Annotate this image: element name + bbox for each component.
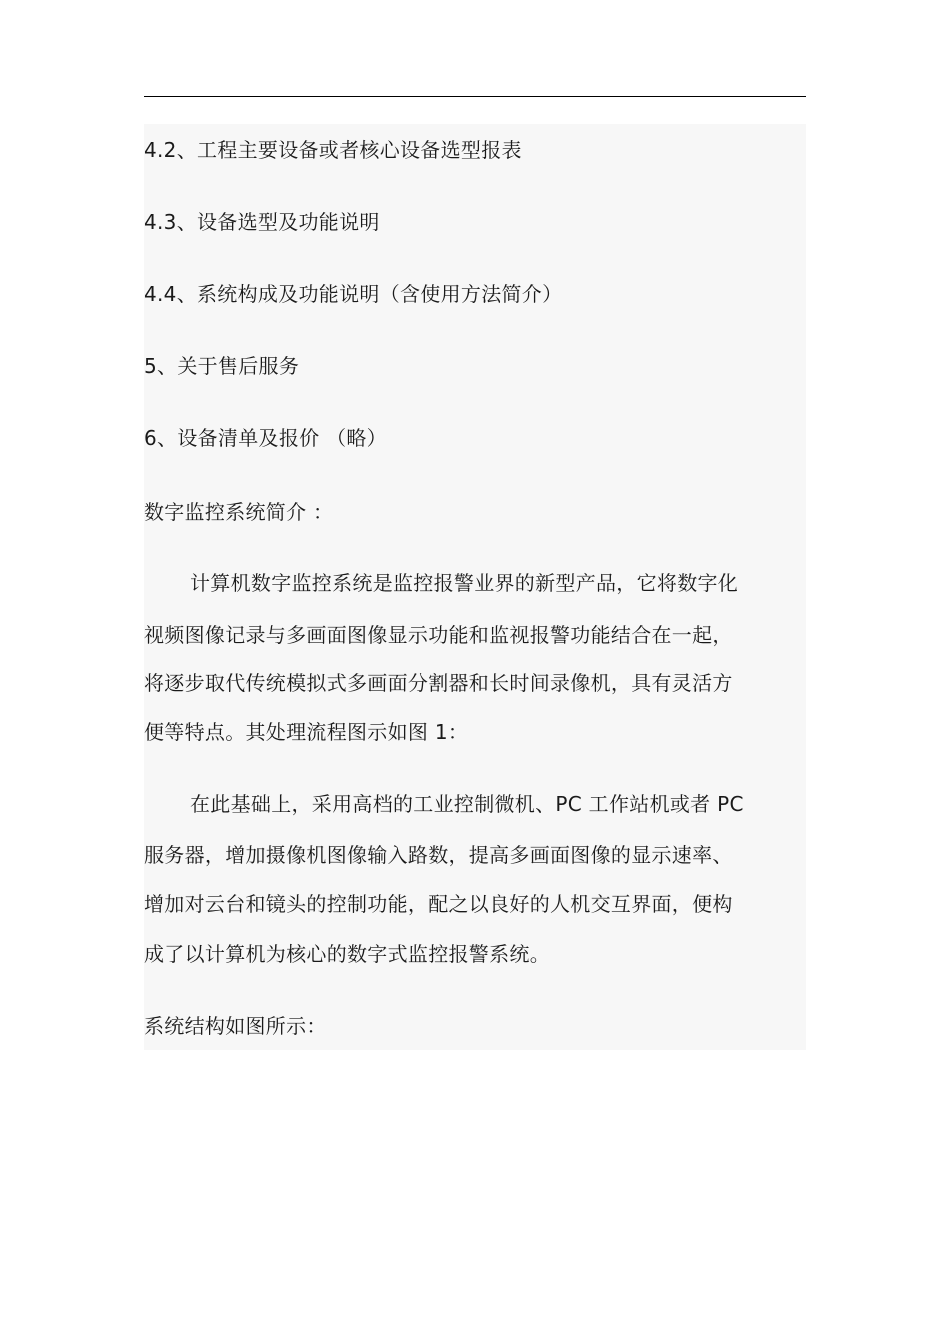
paragraph2-line2: 服务器，增加摄像机图像输入路数，提高多画面图像的显示速率、 — [144, 843, 733, 867]
toc-item-4-3: 4.3、设备选型及功能说明 — [144, 210, 380, 234]
toc-item-4-2: 4.2、工程主要设备或者核心设备选型报表 — [144, 138, 522, 162]
section-heading: 数字监控系统简介 ： — [144, 500, 334, 524]
toc-item-5: 5、关于售后服务 — [144, 354, 300, 378]
paragraph2-line3: 增加对云台和镜头的控制功能，配之以良好的人机交互界面，便构 — [144, 892, 733, 916]
paragraph1-line2: 视频图像记录与多画面图像显示功能和监视报警功能结合在一起， — [144, 623, 733, 647]
paragraph1-line1: 计算机数字监控系统是监控报警业界的新型产品，它将数字化 — [190, 571, 739, 595]
paragraph1-line3: 将逐步取代传统模拟式多画面分割器和长时间录像机，具有灵活方 — [144, 671, 733, 695]
paragraph1-line4: 便等特点。其处理流程图示如图 1： — [144, 720, 469, 744]
paragraph2-line4: 成了以计算机为核心的数字式监控报警系统。 — [144, 942, 550, 966]
toc-item-6: 6、设备清单及报价 （略） — [144, 426, 387, 450]
structure-caption: 系统结构如图所示： — [144, 1014, 327, 1038]
header-rule — [144, 96, 806, 97]
toc-item-4-4: 4.4、系统构成及功能说明（含使用方法简介） — [144, 282, 563, 306]
paragraph2-line1: 在此基础上，采用高档的工业控制微机、PC 工作站机或者 PC — [190, 792, 744, 816]
